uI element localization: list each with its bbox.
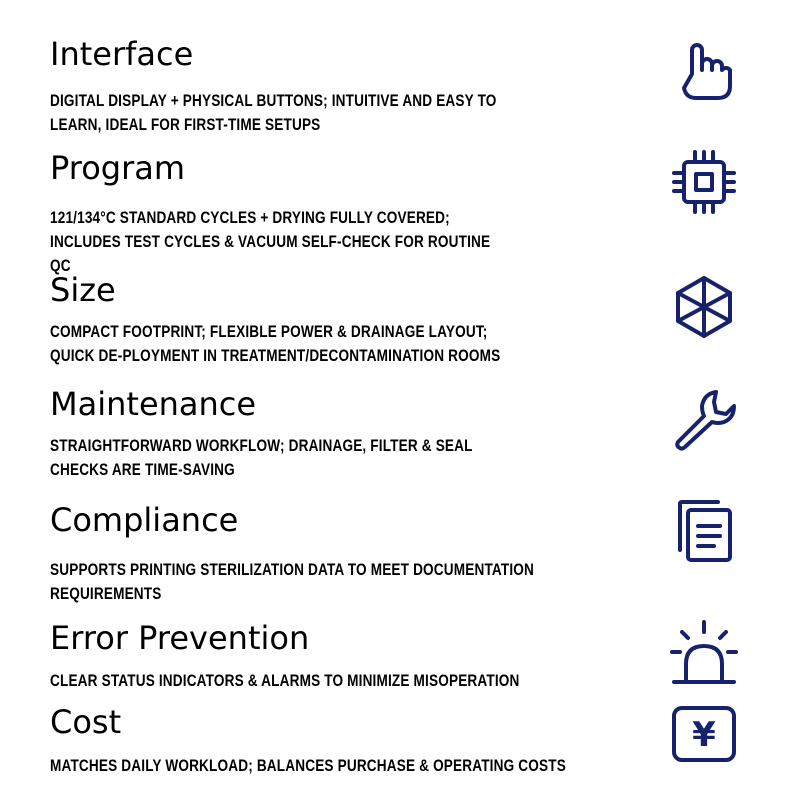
yen-icon xyxy=(670,702,738,770)
section-title-compliance: Compliance xyxy=(50,501,239,539)
section-description-maintenance: STRAIGHTFORWARD WORKFLOW; DRAINAGE, FILTER & SEAL CHECKS ARE TIME-SAVING xyxy=(50,436,473,479)
section-title-interface: Interface xyxy=(50,35,194,73)
pointing-hand-icon xyxy=(670,36,738,104)
section-title-cost: Cost xyxy=(50,703,122,741)
section-description-program: 121/134°C STANDARD CYCLES + DRYING FULLY COVERED; INCLUDES TEST CYCLES & VACUUM SELF-CHECK FOR ROUTINE QC xyxy=(50,208,491,275)
alarm-light-icon xyxy=(670,618,738,686)
section-title-size: Size xyxy=(50,271,116,309)
section-description-cost: MATCHES DAILY WORKLOAD; BALANCES PURCHASE & OPERATING COSTS xyxy=(50,756,566,775)
section-title-maintenance: Maintenance xyxy=(50,385,257,423)
section-title-error-prevention: Error Prevention xyxy=(50,619,310,657)
yen-symbol: ¥ xyxy=(692,715,716,755)
wrench-icon xyxy=(670,386,738,454)
section-title-program: Program xyxy=(50,149,186,187)
section-description-interface: DIGITAL DISPLAY + PHYSICAL BUTTONS; INTUITIVE AND EASY TO LEARN, IDEAL FOR FIRST-TIME SETUPS xyxy=(50,91,497,134)
section-description-error-prevention: CLEAR STATUS INDICATORS & ALARMS TO MINIMIZE MISOPERATION xyxy=(50,671,520,690)
section-description-size: COMPACT FOOTPRINT; FLEXIBLE POWER & DRAINAGE LAYOUT; QUICK DE-PLOYMENT IN TREATMENT/DECONTAMINATION ROOMS xyxy=(50,322,501,365)
hexagon-icon xyxy=(670,272,738,340)
section-description-compliance: SUPPORTS PRINTING STERILIZATION DATA TO MEET DOCUMENTATION REQUIREMENTS xyxy=(50,560,535,603)
documents-icon xyxy=(670,498,738,566)
chip-icon xyxy=(670,148,738,216)
